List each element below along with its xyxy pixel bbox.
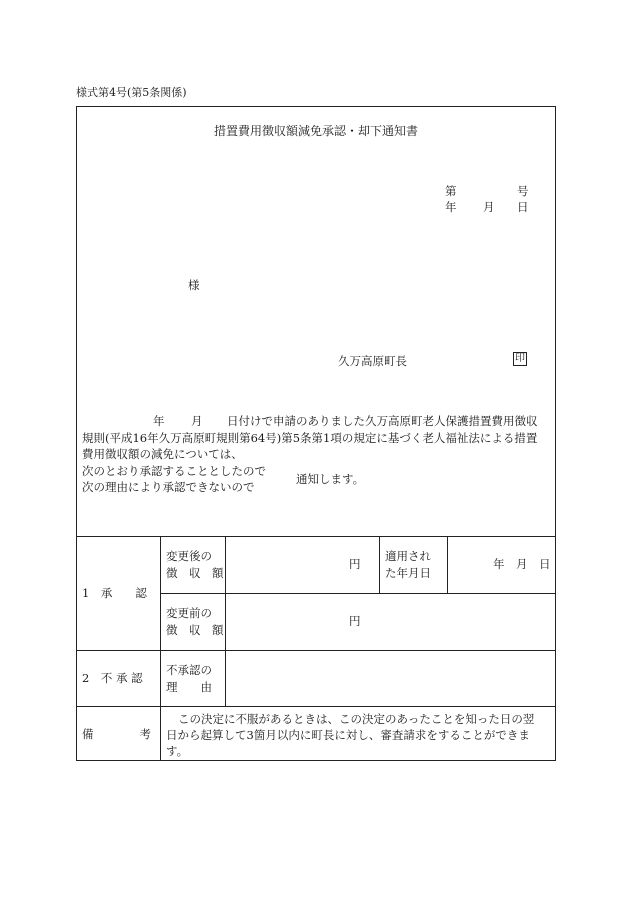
before-amount-label-1: 変更前の <box>166 606 212 620</box>
body-date-month: 月 <box>191 414 203 428</box>
remarks-text-line2: 日から起算して3箇月以内に町長に対し、審査請求をすることができま <box>166 728 530 742</box>
remarks-text-line1: この決定に不服があるときは、この決定のあったことを知った日の翌 <box>178 712 535 726</box>
after-amount-label-2: 徴 収 額 <box>166 566 224 580</box>
approve-row-label: 1 承 認 <box>82 586 147 600</box>
reject-row-label: 2 不 承 認 <box>82 671 143 685</box>
table-col-value-divider <box>225 536 226 706</box>
table-col-date-value-divider <box>447 536 448 593</box>
issuer-name: 久万高原町長 <box>338 354 407 368</box>
before-amount-yen: 円 <box>349 614 361 628</box>
after-amount-yen: 円 <box>349 557 361 571</box>
reject-reason-label-1: 不承認の <box>166 663 212 677</box>
date-month-label: 月 <box>483 200 495 214</box>
table-rule-approve-end <box>76 650 556 651</box>
date-year-label: 年 <box>445 200 457 214</box>
doc-number-suffix: 号 <box>517 184 529 198</box>
before-amount-label-2: 徴 収 額 <box>166 623 224 637</box>
table-col-label-divider <box>160 536 161 761</box>
reject-reason-label-2: 理 由 <box>166 680 212 694</box>
applied-date-label-1: 適用され <box>385 549 431 563</box>
option-approve: 次のとおり承認することとしたので <box>82 464 266 478</box>
body-date-year: 年 <box>153 414 165 428</box>
table-rule-reject-end <box>76 706 556 707</box>
remarks-label: 備 考 <box>82 727 151 741</box>
body-text-line1: 日付けで申請のありました久万高原町老人保護措置費用徴収 <box>227 414 538 428</box>
option-reject: 次の理由により承認できないので <box>82 480 255 494</box>
applied-date-label-2: た年月日 <box>385 566 431 580</box>
table-col-date-label-divider <box>379 536 380 593</box>
form-reference: 様式第4号(第5条関係) <box>76 86 187 99</box>
notify-text: 通知します。 <box>296 472 365 486</box>
table-top-rule <box>76 536 556 537</box>
doc-number-prefix: 第 <box>445 184 457 198</box>
seal-mark: 印 <box>515 353 525 364</box>
body-text-line3: 費用徴収額の減免については、 <box>82 447 243 461</box>
addressee-suffix: 様 <box>188 278 200 292</box>
document-title: 措置費用徴収額減免承認・却下通知書 <box>213 124 418 138</box>
body-text-line2: 規則(平成16年久万高原町規則第64号)第5条第1項の規定に基づく老人福祉法による措置 <box>82 431 538 445</box>
remarks-text-line3: す。 <box>166 744 189 758</box>
table-mid-rule <box>160 593 556 594</box>
applied-date-value: 年 月 日 <box>493 557 551 571</box>
after-amount-label-1: 変更後の <box>166 549 212 563</box>
date-day-label: 日 <box>517 200 529 214</box>
